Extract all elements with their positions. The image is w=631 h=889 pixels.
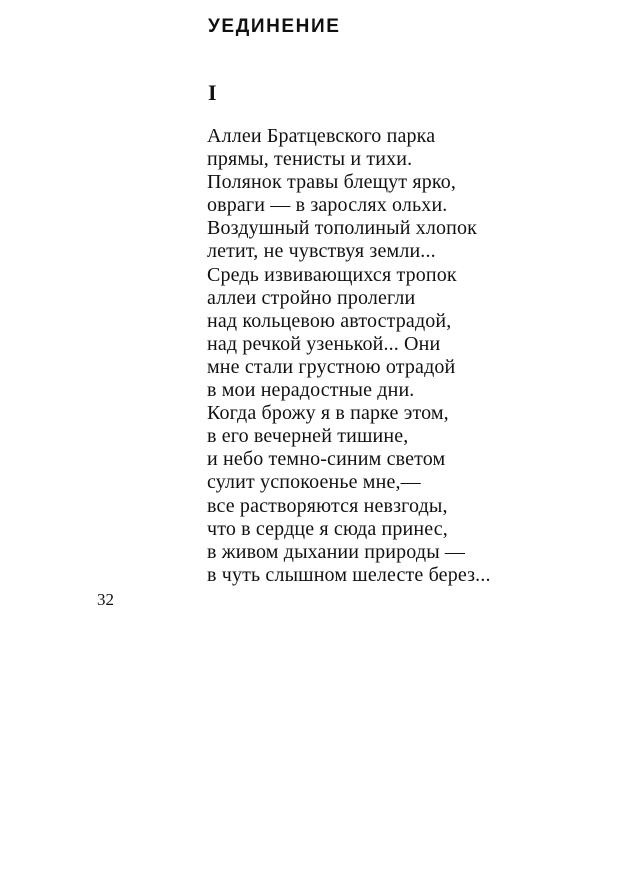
poem-title: УЕДИНЕНИЕ [208,16,341,37]
verse-line: мне стали грустною отрадой [207,355,456,378]
poem-verse [207,125,491,587]
verse-line: что в сердце я сюда принес, [207,517,448,540]
verse-line: все растворяются невзгоды, [207,494,448,517]
section-numeral: I [208,80,217,105]
verse-line: над речкой узенькой... Они [207,332,441,355]
verse-line: Аллеи Братцевского парка [207,125,436,147]
page-number: 32 [97,590,114,609]
verse-line: летит, не чувствуя земли... [207,240,436,263]
verse-line: в его вечерней тишине, [207,425,409,448]
verse-line: в мои нерадостные дни. [207,379,415,402]
verse-line: в живом дыхании природы — [207,540,466,563]
verse-line: в чуть слышном шелесте берез... [207,563,491,586]
verse-line: сулит успокоенье мне,— [207,471,421,494]
verse-line: и небо темно-синим светом [207,448,446,471]
verse-line: Полянок травы блещут ярко, [207,171,456,194]
verse-line: Средь извивающихся тропок [207,263,457,286]
verse-line: Воздушный тополиный хлопок [207,217,478,240]
verse-line: овраги — в зарослях ольхи. [207,194,448,217]
verse-line: Когда брожу я в парке этом, [207,402,449,425]
verse-line: прямы, тенисты и тихи. [207,148,413,171]
verse-line: аллеи стройно пролегли [207,286,416,309]
verse-line: над кольцевою автострадой, [207,309,452,332]
